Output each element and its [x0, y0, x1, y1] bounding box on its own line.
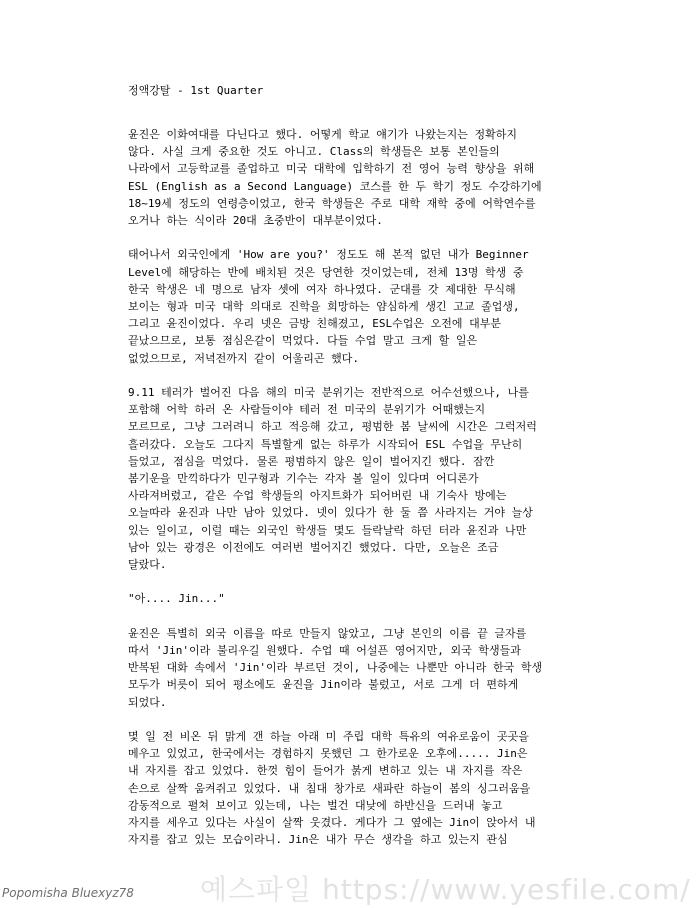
paragraph-line: 되었다. — [128, 695, 167, 709]
paragraph-line: 반복된 대화 속에서 'Jin'이라 부르던 것이, 나중에는 나뿐만 아니라 한국 학생 — [128, 661, 543, 675]
paragraph-line: 몇 일 전 비온 뒤 맑게 갠 하늘 아래 미 주립 대학 특유의 여유로움이 곳곳을 — [128, 730, 529, 744]
paragraph — [128, 384, 584, 573]
paragraph-line: 포함해 어학 하러 온 사람들이야 테러 전 미국의 분위기가 어때했는지 — [128, 403, 486, 417]
paragraph-line: 봄기운을 만끽하다가 민구형과 기수는 각자 볼 일이 있다며 어디론가 — [128, 472, 479, 486]
paragraph-line: 오늘따라 윤진과 나만 남아 있었다. 넷이 있다가 한 둘 쯤 사라지는 거야 늘상 — [128, 506, 533, 520]
paragraph — [128, 246, 584, 366]
paragraph-line: 들었고, 점심을 먹었다. 물론 평범하지 않은 일이 벌어지긴 했다. 잠깐 — [128, 454, 495, 468]
paragraph-line: 9.11 테러가 벌어진 다음 해의 미국 분위기는 전반적으로 어수선했으나, 나를 — [128, 386, 529, 400]
paragraph-line: 내 자지를 잡고 있었다. 한껏 힘이 들어가 붉게 변하고 있는 내 자지를 작은 — [128, 764, 523, 778]
paragraph-line: 그리고 윤진이었다. 우리 넷은 금방 친해졌고, ESL수업은 오전에 대부분 — [128, 317, 501, 331]
paragraph-line: 윤진은 특별히 외국 이름을 따로 만들지 않았고, 그냥 본인의 이름 끝 글자를 — [128, 626, 527, 640]
paragraph — [128, 728, 584, 848]
paragraph-line: 남아 있는 광경은 이전에도 여러번 벌어지긴 했었다. 다만, 오늘은 조금 — [128, 540, 499, 554]
paragraph — [128, 625, 584, 711]
document-body — [128, 126, 584, 866]
paragraph-line: "아.... Jin..." — [128, 592, 225, 606]
paragraph-line: 모르므로, 그냥 그러려니 하고 적응해 갔고, 평범한 봄 날씨에 시간은 그럭저럭 — [128, 420, 537, 434]
paragraph-line: 않다. 사실 크게 중요한 것도 아니고. Class의 학생들은 보통 본인들의 — [128, 145, 500, 159]
document-title: 정액강탈 - 1st Quarter — [128, 84, 264, 97]
paragraph-line: 메우고 있었고, 한국에서는 경험하지 못했던 그 한가로운 오후에..... Jin은 — [128, 747, 528, 761]
paragraph-line: 한국 학생은 네 명으로 남자 셋에 여자 하나였다. 군대를 갓 제대한 무식해 — [128, 282, 516, 296]
site-watermark: 예스파일 https://www.yesfile.com/ — [200, 873, 691, 906]
paragraph-line: 윤진은 이화여대를 다닌다고 했다. 어떻게 학교 얘기가 나왔는지는 정확하지 — [128, 128, 518, 141]
paragraph-line: 18~19세 정도의 연령층이었고, 한국 학생들은 주로 대학 재학 중에 어학연수를 — [128, 196, 536, 210]
paragraph-line: 나라에서 고등학교를 졸업하고 미국 대학에 입학하기 전 영어 능력 향상을 위해 — [128, 162, 535, 176]
paragraph-line: 있는 일이고, 이럴 때는 외국인 학생들 몇도 들락날락 하던 터라 윤진과 나만 — [128, 523, 527, 537]
paragraph-line: Level에 해당하는 반에 배치된 것은 당연한 것이었는데, 전체 13명 학생 중 — [128, 265, 524, 279]
paragraph-line: 태어나서 외국인에게 'How are you?' 정도도 해 본적 없던 내가 Beginner — [128, 248, 529, 262]
paragraph-line: 없었으므로, 저녁전까지 같이 어울리곤 했다. — [128, 351, 360, 365]
paragraph-line: 모두가 버릇이 되어 평소에도 윤진을 Jin이라 불렀고, 서로 그게 더 편하게 — [128, 678, 519, 692]
paragraph-line: 끝났으므로, 보통 점심은같이 먹었다. 다들 수업 말고 크게 할 일은 — [128, 334, 478, 348]
paragraph-line: 따서 'Jin'이라 불리우길 원했다. 수업 때 어설픈 영어지만, 외국 학생들과 — [128, 644, 521, 658]
paragraph — [128, 590, 584, 607]
paragraph-line: 손으로 살짝 움켜쥐고 있었다. 내 침대 창가로 새파란 하늘이 봄의 싱그러움을 — [128, 781, 531, 795]
uploader-watermark: Popomisha Bluexyz78 — [2, 886, 134, 900]
paragraph-line: ESL (English as a Second Language) 코스를 한 두 학기 정도 수강하기에 — [128, 179, 542, 193]
paragraph-line: 감동적으로 펼쳐 보이고 있는데, 나는 벌건 대낮에 하반신을 드러내 놓고 — [128, 798, 503, 812]
paragraph-line: 오거나 하는 식이라 20대 초중반이 대부분이었다. — [128, 214, 383, 228]
paragraph-line: 자지를 잡고 있는 모습이라니. Jin은 내가 무슨 생각을 하고 있는지 관심 — [128, 833, 508, 847]
paragraph-line: 사라져버렸고, 같은 수업 학생들의 아지트화가 되어버린 내 기숙사 방에는 — [128, 489, 507, 503]
paragraph-line: 보이는 형과 미국 대학 의대로 진학을 희망하는 얌심하게 생긴 고교 졸업생, — [128, 300, 520, 314]
paragraph-line: 흘러갔다. 오늘도 그다지 특별할게 없는 하루가 시작되어 ESL 수업을 무난히 — [128, 437, 523, 451]
paragraph-line: 자지를 세우고 있다는 사실이 살짝 웃겼다. 게다가 그 옆에는 Jin이 앉아서 내 — [128, 816, 536, 830]
paragraph — [128, 126, 584, 229]
paragraph-line: 달랐다. — [128, 558, 167, 572]
